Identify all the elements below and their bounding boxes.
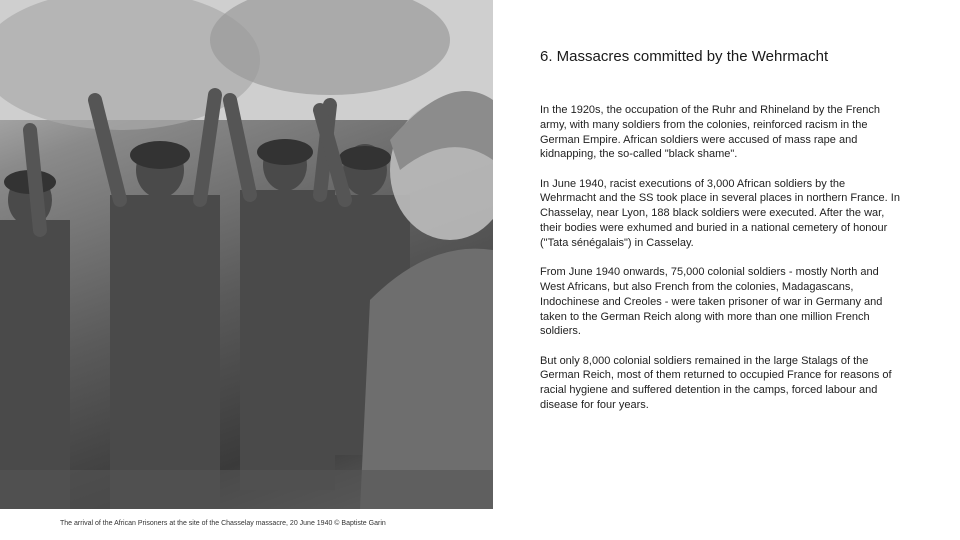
slide-title: 6. Massacres committed by the Wehrmacht (540, 48, 829, 65)
paragraph-3: From June 1940 onwards, 75,000 colonial soldiers - mostly North and West Africans, but also French from the colonies, Madagascans, Indochinese and Creoles - were taken prisoner of war in Germany and taken to the German Reich along with more than one million French soldiers. (540, 266, 883, 338)
paragraph-1: In the 1920s, the occupation of the Ruhr and Rhineland by the French army, with many soldiers from the colonies, reinforced racism in the German Empire. African soldiers were accused of mass rape and kidnapping, the so-called "black shame". (540, 104, 881, 161)
paragraph-2: In June 1940, racist executions of 3,000 African soldiers by the Wehrmacht and the SS took place in several places in northern France. In Chasselay, near Lyon, 188 black soldiers were executed. After the war, their bodies were exhumed and buried in a national cemetery of honour ("Tata sénégalais") in Casselay. (540, 177, 900, 249)
paragraph-4: But only 8,000 colonial soldiers remained in the large Stalags of the German Reich, most of them returned to occupied France for reasons of racial hygiene and suffered detention in the camps, forced labour and disease for four years. (540, 354, 892, 412)
photo-illustration (0, 0, 493, 509)
text-block (540, 103, 900, 427)
photo-caption: The arrival of the African Prisoners at the site of the Chasselay massacre, 20 June 1940 © Baptiste Garin (60, 520, 386, 527)
historical-photo (0, 0, 493, 509)
